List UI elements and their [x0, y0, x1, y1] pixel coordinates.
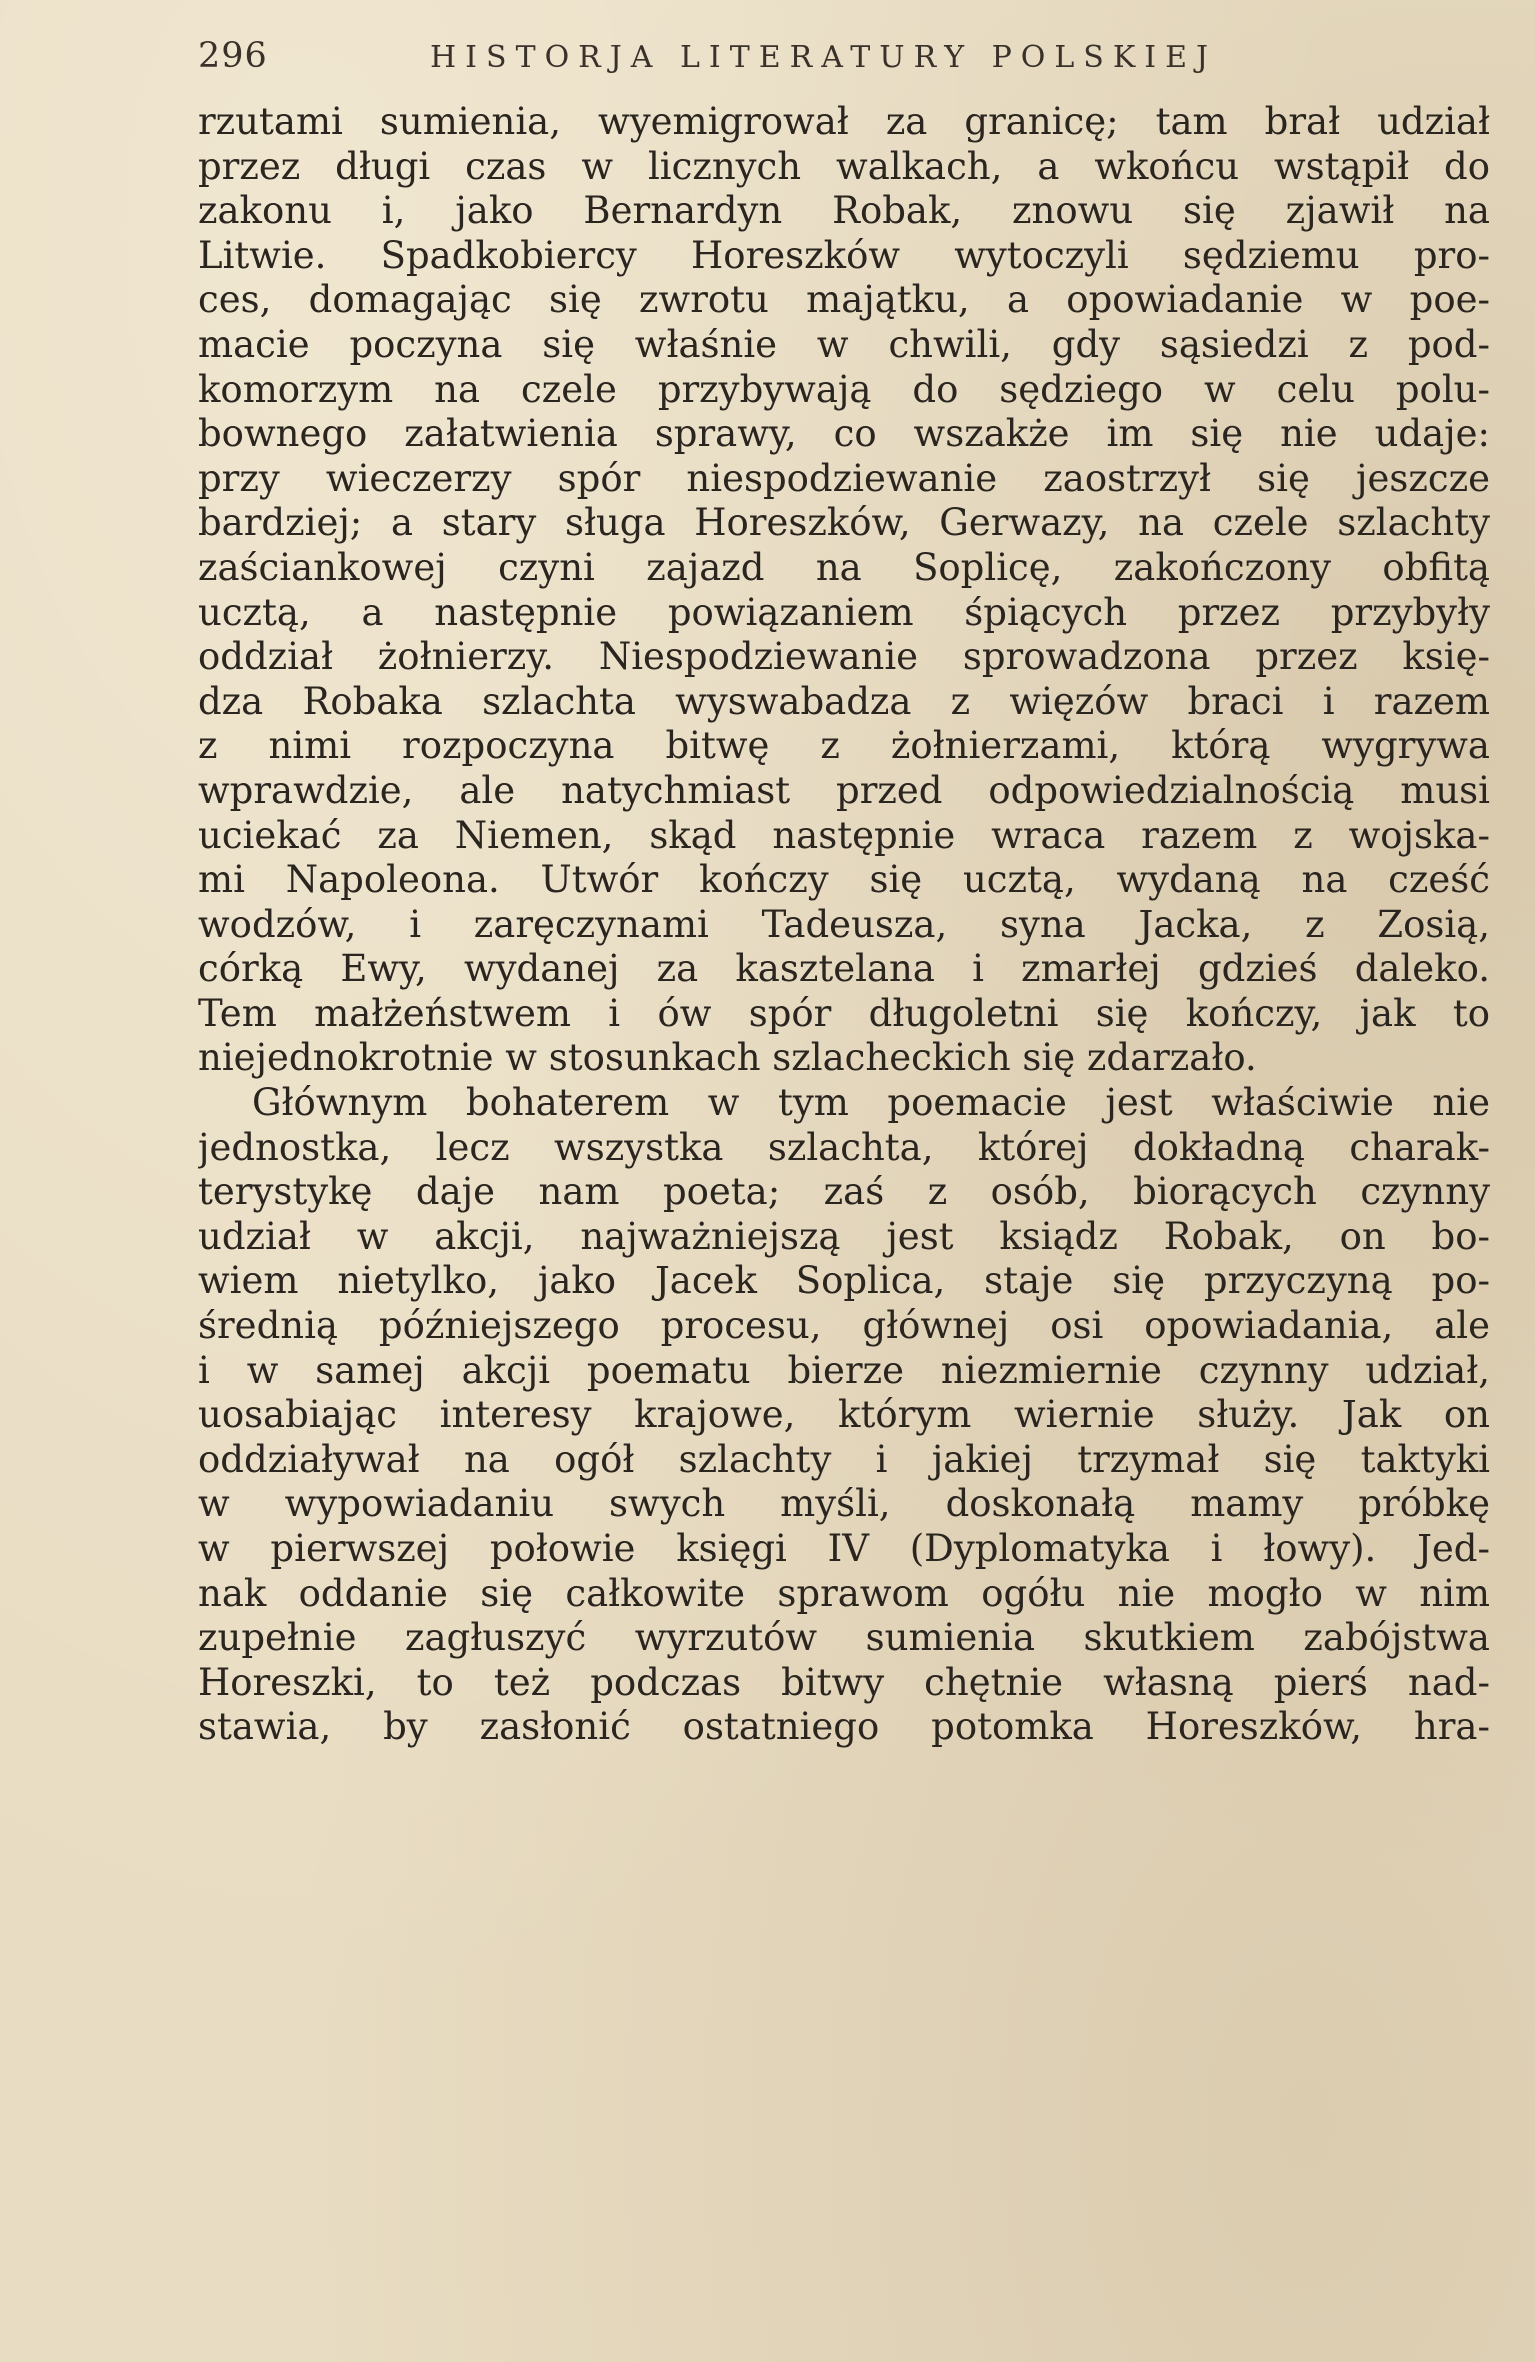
text-line: średnią późniejszego procesu, głównej osi opowiadania, ale [198, 1304, 1490, 1348]
text-line: nak oddanie się całkowite sprawom ogółu nie mogło w nim [198, 1571, 1490, 1615]
text-line: wprawdzie, ale natychmiast przed odpowiedzialnością musi [198, 768, 1490, 812]
text-line: uosabiając interesy krajowe, którym wiernie służy. Jak on [198, 1393, 1490, 1437]
text-line: córką Ewy, wydanej za kasztelana i zmarłej gdzieś daleko. [198, 947, 1490, 991]
page-number: 296 [198, 36, 268, 76]
text-line: rzutami sumienia, wyemigrował za granicę; tam brał udział [198, 100, 1490, 143]
paragraph-first-line: Głównym bohaterem w tym poemacie jest właściwie nie [252, 1081, 1490, 1125]
text-line: udział w akcji, najważniejszą jest ksiądz Robak, on bo- [198, 1214, 1490, 1258]
text-line: w wypowiadaniu swych myśli, doskonałą mamy próbkę [198, 1482, 1490, 1526]
text-line: przy wieczerzy spór niespodziewanie zaostrzył się jeszcze [198, 456, 1490, 500]
text-line: Horeszki, to też podczas bitwy chętnie własną pierś nad- [198, 1660, 1490, 1704]
text-line: w pierwszej połowie księgi IV (Dyplomatyka i łowy). Jed- [198, 1527, 1490, 1570]
running-title: HISTORJA LITERATURY POLSKIEJ [430, 40, 1218, 75]
text-line: Tem małżeństwem i ów spór długoletni się kończy, jak to [198, 991, 1490, 1035]
text-line: zupełnie zagłuszyć wyrzutów sumienia skutkiem zabójstwa [198, 1616, 1490, 1660]
text-line: stawia, by zasłonić ostatniego potomka Horeszków, hra- [198, 1705, 1490, 1749]
text-line: bownego załatwienia sprawy, co wszakże im się nie udaje: [198, 412, 1490, 456]
text-line: macie poczyna się właśnie w chwili, gdy sąsiedzi z pod- [198, 322, 1490, 366]
text-line: wiem nietylko, jako Jacek Soplica, staje się przyczyną po- [198, 1259, 1490, 1303]
text-line: mi Napoleona. Utwór kończy się ucztą, wydaną na cześć [198, 858, 1490, 902]
text-line: i w samej akcji poematu bierze niezmiernie czynny udział, [198, 1348, 1490, 1392]
text-line: oddziaływał na ogół szlachty i jakiej trzymał się taktyki [198, 1437, 1490, 1481]
text-line: oddział żołnierzy. Niespodziewanie sprowadzona przez księ- [198, 635, 1490, 679]
text-line: bardziej; a stary sługa Horeszków, Gerwazy, na czele szlachty [198, 501, 1490, 545]
paragraph-end-line: niejednokrotnie w stosunkach szlacheckich się zdarzało. [198, 1036, 1257, 1080]
text-line: terystykę daje nam poeta; zaś z osób, biorących czynny [198, 1170, 1490, 1214]
text-line: komorzym na czele przybywają do sędziego w celu polu- [198, 367, 1490, 411]
text-line: wodzów, i zaręczynami Tadeusza, syna Jacka, z Zosią, [198, 902, 1490, 946]
text-line: ces, domagając się zwrotu majątku, a opowiadanie w poe- [198, 278, 1490, 322]
text-line: przez długi czas w licznych walkach, a wkońcu wstąpił do [198, 144, 1490, 188]
body-text [198, 100, 1490, 1750]
text-line: z nimi rozpoczyna bitwę z żołnierzami, którą wygrywa [198, 724, 1490, 768]
text-line: ucztą, a następnie powiązaniem śpiących przez przybyły [198, 590, 1490, 634]
text-line: zaściankowej czyni zajazd na Soplicę, zakończony obfitą [198, 545, 1490, 589]
text-line: uciekać za Niemen, skąd następnie wraca razem z wojska- [198, 813, 1490, 857]
text-line: dza Robaka szlachta wyswabadza z więzów braci i razem [198, 679, 1490, 723]
text-line: zakonu i, jako Bernardyn Robak, znowu się zjawił na [198, 189, 1490, 233]
page-header [198, 36, 1498, 96]
text-line: Litwie. Spadkobiercy Horeszków wytoczyli sędziemu pro- [198, 233, 1490, 277]
text-line: jednostka, lecz wszystka szlachta, której dokładną charak- [198, 1125, 1490, 1169]
